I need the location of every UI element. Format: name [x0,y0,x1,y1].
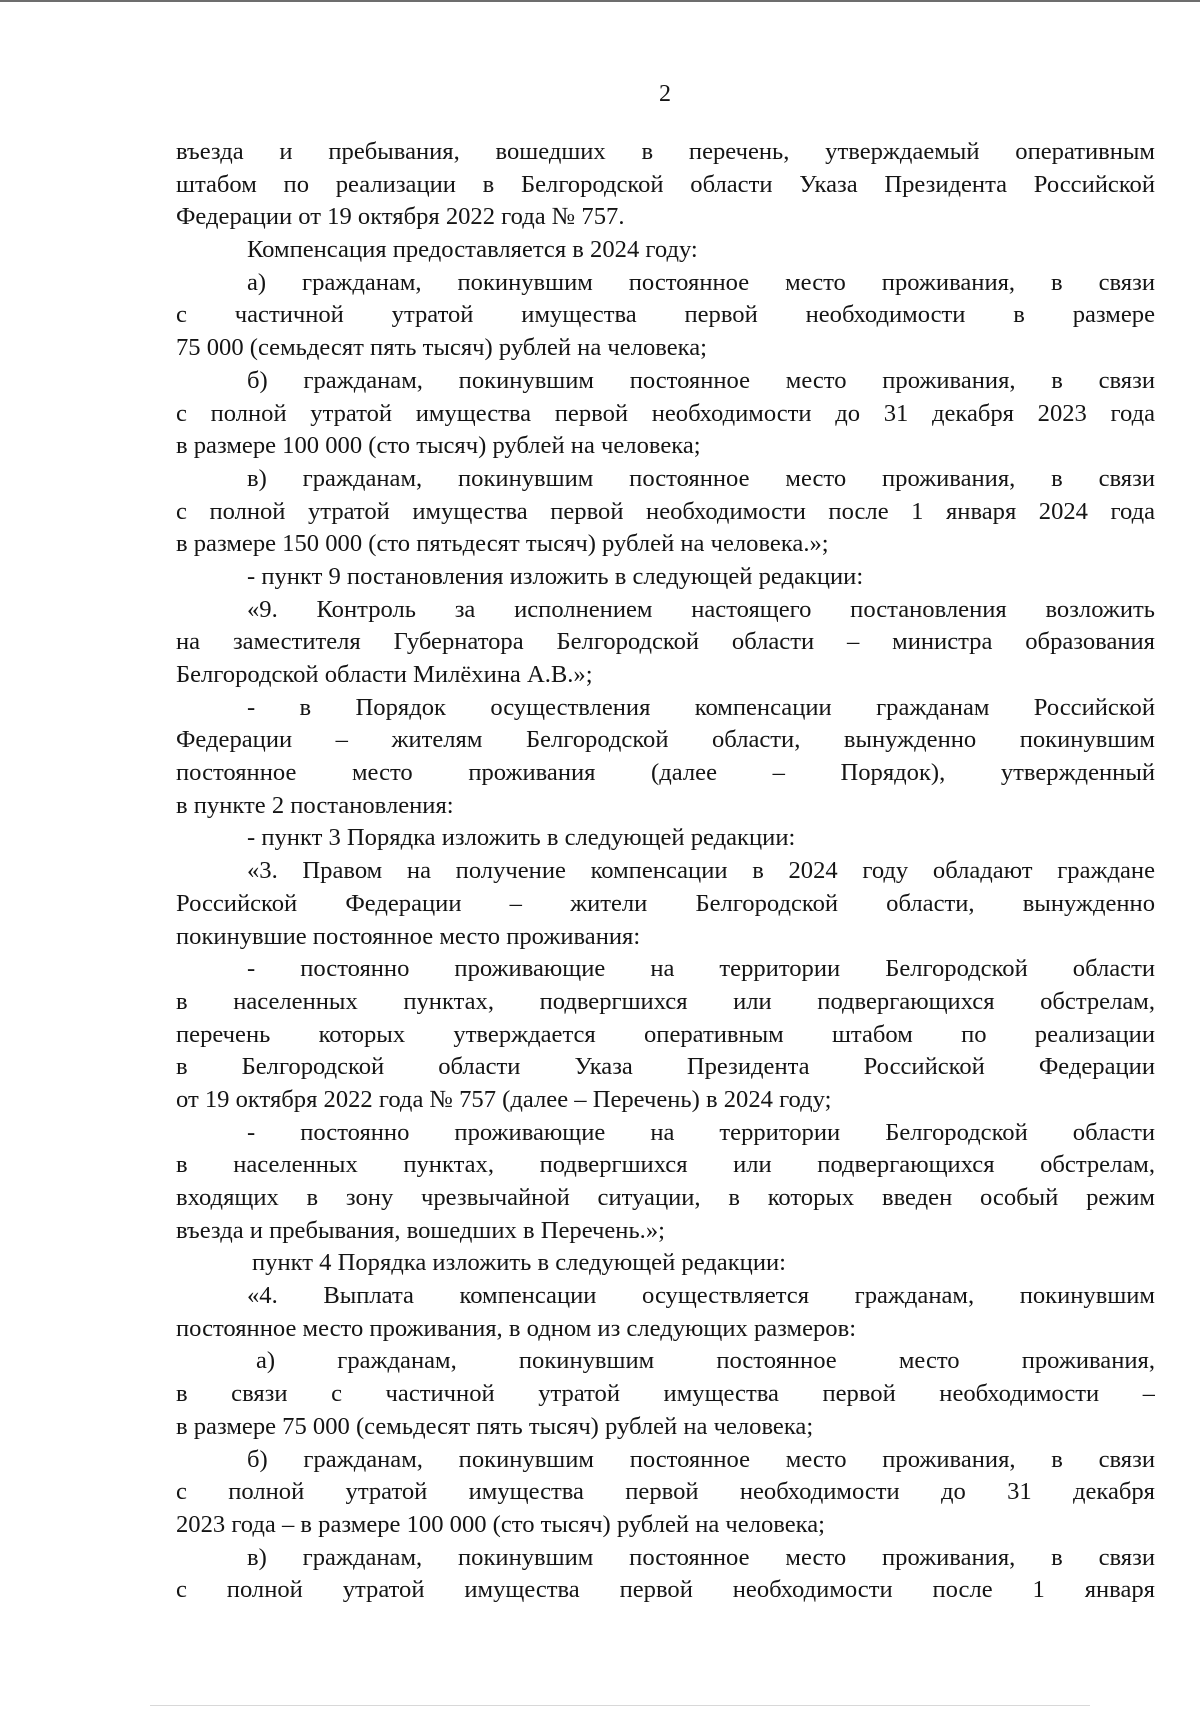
text-line: «3. Правом на получение компенсации в 2024 году обладают граждане [247,857,1155,885]
page-number: 2 [659,81,671,107]
text-line: Белгородской области Милёхина А.В.»; [176,661,593,688]
text-line: от 19 октября 2022 года № 757 (далее – Перечень) в 2024 году; [176,1085,832,1113]
text-line: Российской Федерации – жители Белгородской области, вынужденно [176,889,1155,917]
text-line: с полной утратой имущества первой необходимости после 1 января [176,1576,1155,1604]
text-line: - постоянно проживающие на территории Белгородской области [247,955,1155,983]
scan-top-edge [0,0,1200,2]
text-line: в Белгородской области Указа Президента Российской Федерации [176,1053,1155,1081]
text-line: с частичной утратой имущества первой необходимости в размере [176,301,1155,329]
text-line: в населенных пунктах, подвергшихся или подвергающихся обстрелам, [176,987,1155,1015]
text-line: - пункт 3 Порядка изложить в следующей редакции: [247,824,796,852]
scan-bottom-edge [150,1705,1090,1706]
text-line: в населенных пунктах, подвергшихся или подвергающихся обстрелам, [176,1151,1155,1179]
text-line: штабом по реализации в Белгородской области Указа Президента Российской [176,170,1155,198]
text-line: «4. Выплата компенсации осуществляется гражданам, покинувшим [247,1282,1155,1310]
text-line: б) гражданам, покинувшим постоянное место проживания, в связи [247,366,1155,394]
text-line: постоянное место проживания (далее – Порядок), утвержденный [176,759,1155,787]
text-line: - постоянно проживающие на территории Белгородской области [247,1118,1155,1146]
text-line: - в Порядок осуществления компенсации гражданам Российской [247,693,1155,721]
text-line: в) гражданам, покинувшим постоянное место проживания, в связи [247,464,1155,492]
text-line: пункт 4 Порядка изложить в следующей редакции: [252,1249,786,1277]
text-line: с полной утратой имущества первой необходимости до 31 декабря 2023 года [176,399,1155,427]
text-line: въезда и пребывания, вошедших в перечень, утверждаемый оперативным [176,138,1155,165]
text-line: «9. Контроль за исполнением настоящего постановления возложить [247,595,1155,623]
text-line: Компенсация предоставляется в 2024 году: [247,236,698,264]
text-line: на заместителя Губернатора Белгородской области – министра образования [176,628,1155,656]
text-line: в размере 75 000 (семьдесят пять тысяч) рублей на человека; [176,1412,814,1440]
text-line: входящих в зону чрезвычайной ситуации, в которых введен особый режим [176,1184,1155,1211]
text-line: 2023 года – в размере 100 000 (сто тысяч) рублей на человека; [176,1510,825,1538]
text-line: в) гражданам, покинувшим постоянное место проживания, в связи [247,1543,1155,1571]
document-body [176,136,1155,1607]
text-line: Федерации – жителям Белгородской области, вынужденно покинувшим [176,726,1155,754]
text-line: с полной утратой имущества первой необходимости после 1 января 2024 года [176,497,1155,525]
text-line: с полной утратой имущества первой необходимости до 31 декабря [176,1478,1155,1506]
text-line: а) гражданам, покинувшим постоянное место проживания, [256,1347,1155,1375]
text-line: б) гражданам, покинувшим постоянное место проживания, в связи [247,1445,1155,1473]
text-line: в связи с частичной утратой имущества первой необходимости – [176,1380,1155,1408]
text-line: - пункт 9 постановления изложить в следующей редакции: [247,562,864,590]
text-line: Федерации от 19 октября 2022 года № 757. [176,203,625,231]
text-line: перечень которых утверждается оперативным штабом по реализации [176,1020,1155,1048]
text-line: в размере 100 000 (сто тысяч) рублей на человека; [176,432,701,460]
text-line: постоянное место проживания, в одном из следующих размеров: [176,1314,857,1342]
text-line: в размере 150 000 (сто пятьдесят тысяч) рублей на человека.»; [176,530,829,558]
text-line: в пункте 2 постановления: [176,791,454,819]
text-line: покинувшие постоянное место проживания: [176,922,641,950]
text-line: 75 000 (семьдесят пять тысяч) рублей на человека; [176,334,707,362]
text-line: въезда и пребывания, вошедших в Перечень.»; [176,1216,665,1244]
text-line: а) гражданам, покинувшим постоянное место проживания, в связи [247,268,1155,296]
